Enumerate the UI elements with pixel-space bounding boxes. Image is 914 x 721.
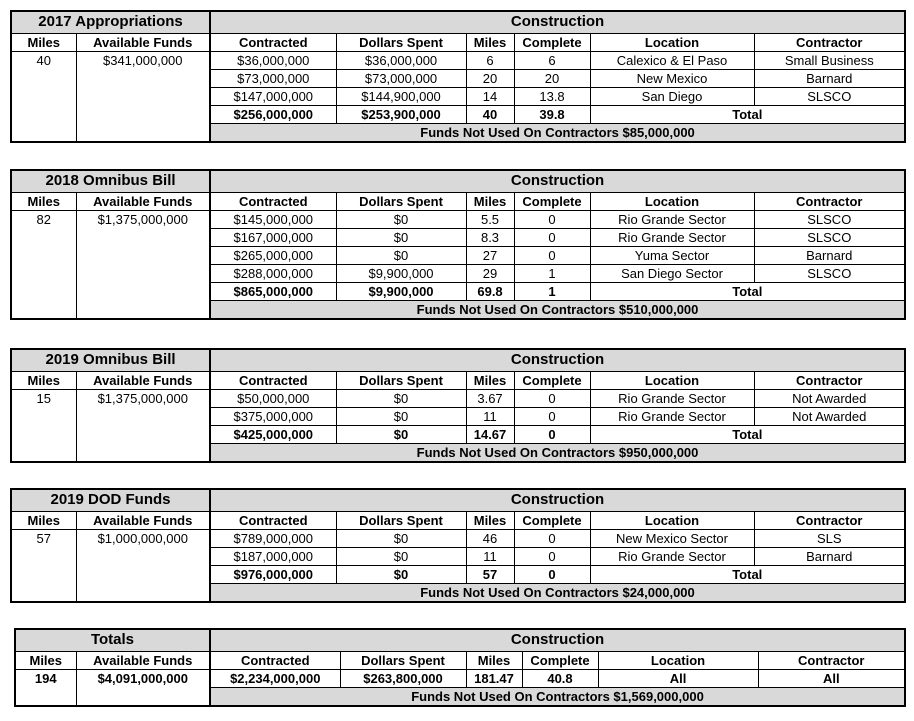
totals-funds-not-used: Funds Not Used On Contractors $1,569,000,000 (210, 687, 904, 705)
header-complete: Complete (514, 33, 590, 51)
section-title: 2019 Omnibus Bill (12, 350, 210, 371)
table-row (12, 389, 904, 407)
empty-cell (12, 547, 76, 565)
contracted-cell: $167,000,000 (210, 228, 336, 246)
empty-cell (12, 246, 76, 264)
header-contracted: Contracted (210, 371, 336, 389)
miles-cell: 27 (466, 246, 514, 264)
location-cell: San Diego Sector (590, 264, 754, 282)
contracted-cell: $50,000,000 (210, 389, 336, 407)
section-title: 2017 Appropriations (12, 12, 210, 33)
location-cell: Rio Grande Sector (590, 389, 754, 407)
contractor-cell: Barnard (754, 547, 904, 565)
contractor-cell: SLS (754, 529, 904, 547)
complete-cell: 6 (514, 51, 590, 69)
dollars-spent-cell: $0 (336, 210, 466, 228)
total-complete: 0 (514, 565, 590, 583)
dollars-spent-cell: $0 (336, 547, 466, 565)
complete-cell: 0 (514, 529, 590, 547)
section-available-funds: $341,000,000 (76, 51, 210, 69)
header-miles: Miles (16, 651, 76, 669)
dollars-spent-cell: $73,000,000 (336, 69, 466, 87)
location-cell: Rio Grande Sector (590, 228, 754, 246)
contracted-cell: $36,000,000 (210, 51, 336, 69)
header-complete: Complete (514, 371, 590, 389)
totals-complete: 40.8 (522, 669, 598, 687)
empty-cell (12, 282, 76, 300)
header-construction-miles: Miles (466, 371, 514, 389)
table-row (12, 407, 904, 425)
header-miles: Miles (12, 371, 76, 389)
contracted-cell: $145,000,000 (210, 210, 336, 228)
section-block (10, 169, 906, 320)
total-label: Total (590, 565, 904, 583)
header-available-funds: Available Funds (76, 33, 210, 51)
total-dollars-spent: $9,900,000 (336, 282, 466, 300)
contracted-cell: $375,000,000 (210, 407, 336, 425)
header-contracted: Contracted (210, 511, 336, 529)
location-cell: Rio Grande Sector (590, 210, 754, 228)
contractor-cell: SLSCO (754, 264, 904, 282)
header-contractor: Contractor (754, 371, 904, 389)
header-available-funds: Available Funds (76, 651, 210, 669)
total-contracted: $256,000,000 (210, 105, 336, 123)
table-row (12, 69, 904, 87)
section-miles: 57 (36, 530, 51, 546)
funds-not-used: Funds Not Used On Contractors $85,000,000 (210, 123, 904, 141)
complete-cell: 13.8 (514, 87, 590, 105)
header-dollars-spent: Dollars Spent (336, 33, 466, 51)
header-available-funds: Available Funds (76, 371, 210, 389)
dollars-spent-cell: $9,900,000 (336, 264, 466, 282)
total-complete: 1 (514, 282, 590, 300)
dollars-spent-cell: $0 (336, 529, 466, 547)
header-location: Location (590, 192, 754, 210)
header-complete: Complete (514, 192, 590, 210)
total-label: Total (590, 282, 904, 300)
complete-cell: 0 (514, 228, 590, 246)
header-location: Location (598, 651, 758, 669)
section-miles: 82 (36, 211, 51, 227)
empty-cell (12, 123, 76, 141)
header-miles: Miles (12, 33, 76, 51)
header-dollars-spent: Dollars Spent (336, 192, 466, 210)
empty-cell (12, 264, 76, 282)
section-title: 2019 DOD Funds (12, 490, 210, 511)
header-contractor: Contractor (758, 651, 904, 669)
totals-title: Totals (16, 630, 210, 651)
construction-heading: Construction (210, 630, 904, 651)
empty-cell (12, 407, 76, 425)
empty-cell (76, 264, 210, 282)
location-cell: New Mexico Sector (590, 529, 754, 547)
construction-heading: Construction (210, 490, 904, 511)
header-complete: Complete (522, 651, 598, 669)
total-dollars-spent: $0 (336, 565, 466, 583)
complete-cell: 0 (514, 246, 590, 264)
header-available-funds: Available Funds (76, 511, 210, 529)
totals-miles: 194 (34, 670, 57, 686)
header-contractor: Contractor (754, 511, 904, 529)
miles-cell: 5.5 (466, 210, 514, 228)
miles-cell: 11 (466, 547, 514, 565)
contracted-cell: $73,000,000 (210, 69, 336, 87)
totals-row (16, 669, 904, 687)
dollars-spent-cell: $0 (336, 228, 466, 246)
miles-cell: 46 (466, 529, 514, 547)
empty-cell (76, 565, 210, 583)
empty-cell (12, 583, 76, 601)
totals-location: All (598, 669, 758, 687)
header-construction-miles: Miles (466, 192, 514, 210)
miles-cell: 14 (466, 87, 514, 105)
section-miles: 15 (36, 390, 51, 406)
total-row (12, 565, 904, 583)
empty-cell (76, 583, 210, 601)
complete-cell: 20 (514, 69, 590, 87)
section-block (10, 488, 906, 603)
totals-contractor: All (758, 669, 904, 687)
empty-cell (76, 687, 210, 705)
table-row (12, 210, 904, 228)
complete-cell: 0 (514, 407, 590, 425)
header-dollars-spent: Dollars Spent (336, 511, 466, 529)
total-miles: 69.8 (466, 282, 514, 300)
construction-heading: Construction (210, 171, 904, 192)
contractor-cell: Small Business (754, 51, 904, 69)
table-row (12, 87, 904, 105)
totals-available-funds: $4,091,000,000 (76, 669, 210, 687)
empty-cell (16, 687, 76, 705)
totals-table (16, 630, 904, 705)
section-title: 2018 Omnibus Bill (12, 171, 210, 192)
header-contractor: Contractor (754, 192, 904, 210)
table-row (12, 51, 904, 69)
section-table (12, 350, 904, 461)
total-row (12, 425, 904, 443)
header-construction-miles: Miles (466, 511, 514, 529)
empty-cell (76, 105, 210, 123)
header-location: Location (590, 33, 754, 51)
empty-cell (12, 228, 76, 246)
total-complete: 39.8 (514, 105, 590, 123)
dollars-spent-cell: $144,900,000 (336, 87, 466, 105)
contractor-cell: Barnard (754, 246, 904, 264)
location-cell: Rio Grande Sector (590, 547, 754, 565)
total-dollars-spent: $0 (336, 425, 466, 443)
dollars-spent-cell: $0 (336, 389, 466, 407)
empty-cell (76, 282, 210, 300)
totals-dollars-spent: $263,800,000 (340, 669, 466, 687)
miles-cell: 11 (466, 407, 514, 425)
section-miles: 40 (36, 52, 51, 68)
section-table (12, 12, 904, 141)
header-location: Location (590, 511, 754, 529)
contractor-cell: Barnard (754, 69, 904, 87)
header-miles: Miles (12, 192, 76, 210)
total-row (12, 105, 904, 123)
empty-cell (76, 246, 210, 264)
empty-cell (12, 69, 76, 87)
funds-not-used: Funds Not Used On Contractors $950,000,000 (210, 443, 904, 461)
construction-heading: Construction (210, 12, 904, 33)
contracted-cell: $789,000,000 (210, 529, 336, 547)
empty-cell (12, 425, 76, 443)
dollars-spent-cell: $0 (336, 407, 466, 425)
header-contractor: Contractor (754, 33, 904, 51)
totals-contracted: $2,234,000,000 (210, 669, 340, 687)
complete-cell: 0 (514, 389, 590, 407)
table-row (12, 529, 904, 547)
dollars-spent-cell: $36,000,000 (336, 51, 466, 69)
total-contracted: $425,000,000 (210, 425, 336, 443)
miles-cell: 29 (466, 264, 514, 282)
empty-cell (76, 69, 210, 87)
header-contracted: Contracted (210, 33, 336, 51)
section-available-funds: $1,375,000,000 (76, 389, 210, 407)
total-miles: 40 (466, 105, 514, 123)
contracted-cell: $265,000,000 (210, 246, 336, 264)
total-complete: 0 (514, 425, 590, 443)
empty-cell (12, 300, 76, 318)
total-miles: 57 (466, 565, 514, 583)
header-construction-miles: Miles (466, 651, 522, 669)
empty-cell (12, 87, 76, 105)
complete-cell: 0 (514, 210, 590, 228)
complete-cell: 1 (514, 264, 590, 282)
miles-cell: 6 (466, 51, 514, 69)
section-table (12, 171, 904, 318)
empty-cell (76, 425, 210, 443)
location-cell: Yuma Sector (590, 246, 754, 264)
table-row (12, 264, 904, 282)
header-complete: Complete (514, 511, 590, 529)
section-available-funds: $1,000,000,000 (76, 529, 210, 547)
empty-cell (76, 123, 210, 141)
total-contracted: $865,000,000 (210, 282, 336, 300)
contractor-cell: Not Awarded (754, 407, 904, 425)
empty-cell (12, 443, 76, 461)
header-contracted: Contracted (210, 192, 336, 210)
empty-cell (76, 547, 210, 565)
total-label: Total (590, 105, 904, 123)
contractor-cell: Not Awarded (754, 389, 904, 407)
location-cell: Rio Grande Sector (590, 407, 754, 425)
construction-heading: Construction (210, 350, 904, 371)
header-location: Location (590, 371, 754, 389)
table-row (12, 246, 904, 264)
location-cell: New Mexico (590, 69, 754, 87)
section-table (12, 490, 904, 601)
complete-cell: 0 (514, 547, 590, 565)
total-miles: 14.67 (466, 425, 514, 443)
header-construction-miles: Miles (466, 33, 514, 51)
contracted-cell: $288,000,000 (210, 264, 336, 282)
contractor-cell: SLSCO (754, 228, 904, 246)
dollars-spent-cell: $0 (336, 246, 466, 264)
empty-cell (76, 87, 210, 105)
miles-cell: 20 (466, 69, 514, 87)
totals-block (14, 628, 906, 707)
totals-construction-miles: 181.47 (466, 669, 522, 687)
empty-cell (76, 228, 210, 246)
header-miles: Miles (12, 511, 76, 529)
header-contracted: Contracted (210, 651, 340, 669)
empty-cell (76, 407, 210, 425)
header-dollars-spent: Dollars Spent (340, 651, 466, 669)
section-available-funds: $1,375,000,000 (76, 210, 210, 228)
empty-cell (76, 443, 210, 461)
section-block (10, 348, 906, 463)
table-row (12, 228, 904, 246)
empty-cell (12, 565, 76, 583)
total-label: Total (590, 425, 904, 443)
contracted-cell: $147,000,000 (210, 87, 336, 105)
location-cell: Calexico & El Paso (590, 51, 754, 69)
funds-not-used: Funds Not Used On Contractors $510,000,000 (210, 300, 904, 318)
total-dollars-spent: $253,900,000 (336, 105, 466, 123)
miles-cell: 3.67 (466, 389, 514, 407)
total-row (12, 282, 904, 300)
header-dollars-spent: Dollars Spent (336, 371, 466, 389)
header-available-funds: Available Funds (76, 192, 210, 210)
total-contracted: $976,000,000 (210, 565, 336, 583)
contracted-cell: $187,000,000 (210, 547, 336, 565)
location-cell: San Diego (590, 87, 754, 105)
contractor-cell: SLSCO (754, 210, 904, 228)
miles-cell: 8.3 (466, 228, 514, 246)
contractor-cell: SLSCO (754, 87, 904, 105)
table-row (12, 547, 904, 565)
empty-cell (12, 105, 76, 123)
empty-cell (76, 300, 210, 318)
section-block (10, 10, 906, 143)
funds-not-used: Funds Not Used On Contractors $24,000,000 (210, 583, 904, 601)
